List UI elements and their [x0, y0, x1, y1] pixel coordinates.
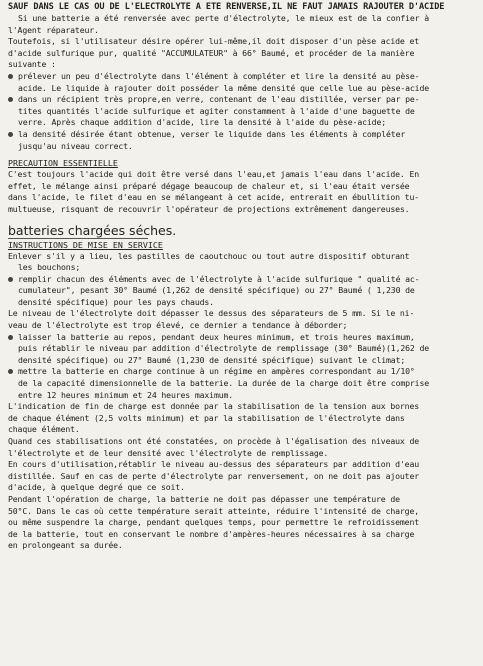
- bullet-icon: [8, 132, 13, 137]
- bullet-icon: [8, 335, 13, 340]
- line-text: multueuse, risquant de recouvrir l'opérateur de projections extrêmement dangereuses.: [8, 203, 410, 214]
- text-line: [8, 332, 480, 344]
- line-text: d'acide, à quelque degré que ce soit.: [8, 482, 185, 493]
- line-text: en prolongeant sa durée.: [8, 540, 123, 551]
- line-text: effet, le mélange ainsi préparé dégage beaucoup de chaleur et, si l'eau était versée: [8, 180, 410, 191]
- text-line: [8, 25, 480, 37]
- text-line: [8, 401, 480, 413]
- text-line: [8, 129, 480, 141]
- line-text: de la batterie, tout en conservant le nombre d'ampères-heures nécessaires à sa charge: [8, 528, 415, 539]
- text-line: [8, 71, 480, 83]
- line-text: puis rétablir le niveau par addition d'électrolyte de remplissage (30° Baumé)(1,262 de: [18, 343, 430, 354]
- text-line: [8, 192, 480, 204]
- text-line: [8, 117, 480, 129]
- text-line: [8, 251, 480, 263]
- text-line: [8, 424, 480, 436]
- section-rule: [8, 238, 148, 239]
- line-text: l'Agent réparateur.: [8, 24, 99, 35]
- line-text: En cours d'utilisation,rétablir le niveau au-dessus des séparateurs par addition d'eau: [8, 459, 420, 470]
- text-line: [8, 106, 480, 118]
- line-text: Enlever s'il y a lieu, les pastilles de caoutchouc ou tout autre dispositif obturant: [8, 250, 410, 261]
- text-line: [8, 94, 480, 106]
- intro-section: [8, 13, 480, 152]
- line-text: jusqu'au niveau correct.: [18, 140, 133, 151]
- text-line: [8, 540, 480, 552]
- text-line: [8, 366, 480, 378]
- text-line: [8, 274, 480, 286]
- line-text: Quand ces stabilisations ont été constatées, on procède à l'égalisation des niveaux de: [8, 436, 420, 446]
- line-text: l'électrolyte et de leur densité avec l'électrolyte de remplissage.: [8, 447, 329, 458]
- line-text: 50°C. Dans le cas où cette température serait atteinte, réduire l'intensité de charge,: [8, 505, 420, 516]
- text-line: [8, 13, 480, 25]
- line-text: laisser la batterie au repos, pendant deux heures minimum, et trois heures maximum,: [18, 331, 415, 342]
- line-text: la densité désirée étant obtenue, verser le liquide dans les éléments à compléter: [18, 128, 406, 139]
- line-text: verre. Après chaque addition d'acide, lire la densité à l'aide du pèse-acide;: [18, 117, 387, 128]
- bullet-icon: [8, 97, 13, 102]
- bullet-icon: [8, 277, 13, 282]
- line-text: ou même suspendre la charge, pendant quelques temps, pour permettre le refroidissement: [8, 517, 420, 528]
- text-line: [8, 36, 480, 48]
- text-line: [8, 308, 480, 320]
- text-line: [8, 141, 480, 153]
- text-line: [8, 459, 480, 471]
- instructions-section: [8, 251, 480, 552]
- line-text: dans un récipient très propre,en verre, contenant de l'eau distillée, verser par pe-: [18, 94, 420, 105]
- line-text: mettre la batterie en charge continue à un régime en ampères correspondant au 1/10°: [18, 366, 415, 377]
- line-text: densité spécifique) pour les pays chauds.: [18, 296, 214, 307]
- warning-heading: SAUF DANS LE CAS OU DE L'ELECTROLYTE A ETE RENVERSE,IL NE FAUT JAMAIS RAJOUTER D'ACIDE: [8, 2, 445, 12]
- text-line: [8, 59, 480, 71]
- text-line: [8, 471, 480, 483]
- text-line: [8, 83, 480, 95]
- line-text: dans l'acide, le filet d'eau en se mélangeant à cet acide, entrerait en ébullition tu-: [8, 192, 420, 203]
- text-line: [8, 529, 480, 541]
- line-text: suivante :: [8, 59, 56, 70]
- text-line: [8, 181, 480, 193]
- text-line: [8, 448, 480, 460]
- text-line: [8, 378, 480, 390]
- bullet-icon: [8, 74, 13, 79]
- document-page: [8, 2, 480, 552]
- text-line: [8, 436, 480, 448]
- precaution-section: [8, 169, 480, 215]
- line-text: d'acide sulfurique pur, qualité "ACCUMULATEUR" à 66° Baumé, et procéder de la manière: [8, 47, 415, 58]
- text-line: [8, 413, 480, 425]
- line-text: les bouchons;: [18, 262, 81, 273]
- line-text: Pendant l'opération de charge, la batterie ne doit pas dépasser une température de: [8, 493, 400, 504]
- line-text: de la capacité dimensionnelle de la batterie. La durée de la charge doit être comprise: [18, 378, 430, 389]
- line-text: prélever un peu d'électrolyte dans l'élément à compléter et lire la densité au pèse-: [18, 70, 420, 81]
- line-text: remplir chacun des éléments avec de l'électrolyte à l'acide sulfurique " qualité ac-: [18, 273, 420, 284]
- line-text: cumulateur", pesant 30° Baumé (1,262 de densité spécifique) ou 27° Baumé ( 1,230 de: [18, 285, 415, 296]
- line-text: chaque élément.: [8, 424, 80, 435]
- text-line: [8, 285, 480, 297]
- instructions-title: INSTRUCTIONS DE MISE EN SERVICE: [8, 239, 163, 250]
- line-text: Le niveau de l'électrolyte doit dépasser le dessus des séparateurs de 5 mm. Si le ni-: [8, 308, 415, 319]
- line-text: acide. Le liquide à rajouter doit posséder la même densité que celle lue au pèse-acide: [18, 82, 430, 93]
- text-line: [8, 320, 480, 332]
- line-text: C'est toujours l'acide qui doit être versé dans l'eau,et jamais l'eau dans l'acide. En: [8, 169, 420, 180]
- line-text: densité spécifique) ou 27° Baumé (1,230 de densité spécifique) suivant le climat;: [18, 354, 406, 365]
- line-text: entre 12 heures minimum et 24 heures maximum.: [18, 389, 234, 400]
- line-text: de chaque élément (2,5 volts minimum) et par la stabilisation de l'électrolyte dans: [8, 412, 405, 423]
- text-line: [8, 262, 480, 274]
- text-line: [8, 506, 480, 518]
- text-line: [8, 482, 480, 494]
- text-line: [8, 297, 480, 309]
- line-text: distillée. Sauf en cas de perte d'électrolyte par renversement, on ne doit pas ajouter: [8, 470, 420, 481]
- line-text: Si une batterie a été renversée avec perte d'électrolyte, le mieux est de la confier à: [18, 13, 430, 23]
- text-line: [8, 517, 480, 529]
- text-line: [8, 390, 480, 402]
- line-text: Toutefois, si l'utilisateur désire opérer lui-même,il doit disposer d'un pèse acide et: [8, 36, 420, 47]
- text-line: [8, 48, 480, 60]
- text-line: [8, 355, 480, 367]
- text-line: [8, 204, 480, 216]
- line-text: L'indication de fin de charge est donnée par la stabilisation de la tension aux bornes: [8, 401, 420, 412]
- text-line: [8, 343, 480, 355]
- text-line: [8, 494, 480, 506]
- section-title: batteries chargées séches.: [8, 222, 177, 238]
- text-line: [8, 169, 480, 181]
- bullet-icon: [8, 369, 13, 374]
- precaution-title: PRECAUTION ESSENTIELLE: [8, 158, 118, 169]
- line-text: tites quantités l'acide sulfurique et agiter constamment à l'aide d'une baguette de: [18, 105, 415, 116]
- line-text: veau de l'électrolyte est trop élevé, ce dernier a tendance à déborder;: [8, 320, 348, 331]
